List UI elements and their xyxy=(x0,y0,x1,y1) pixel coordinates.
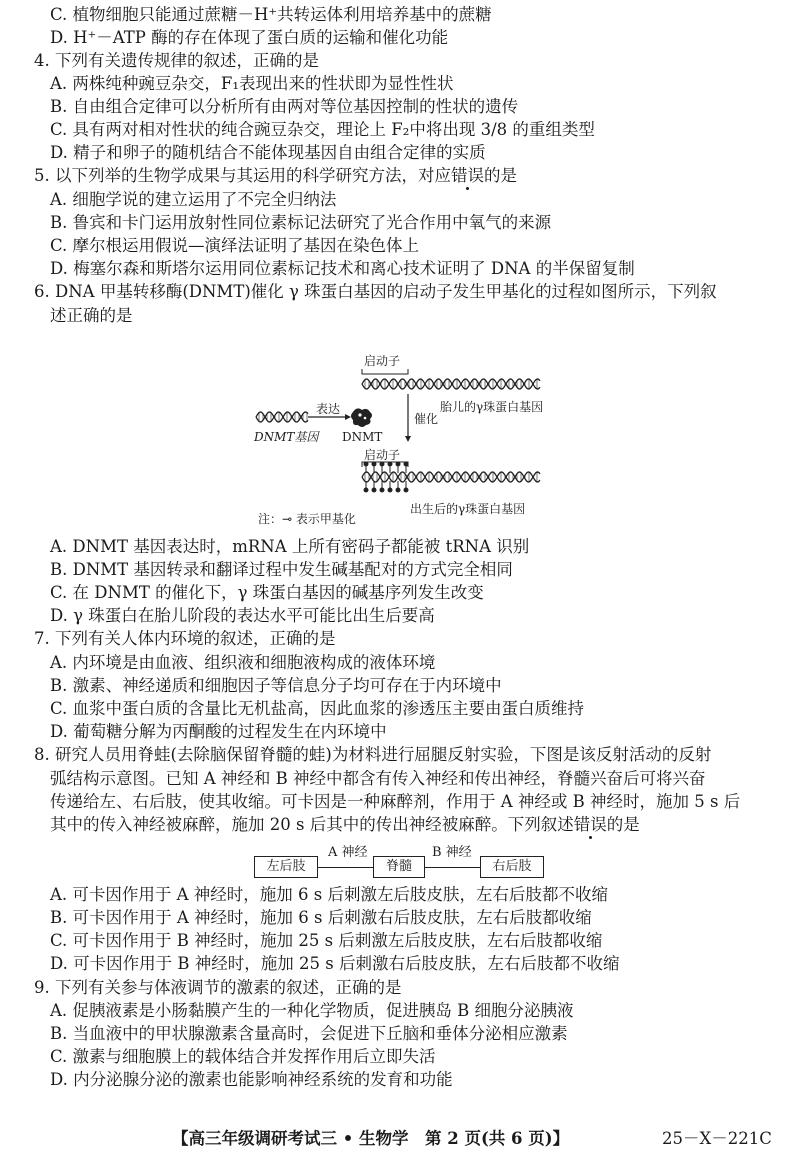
q3-option-c: C. 植物细胞只能通过蔗糖－H⁺共转运体利用培养基中的蔗糖 xyxy=(50,5,492,24)
reflex-arc-diagram xyxy=(250,846,550,880)
q9-option-d: D. 内分泌腺分泌的激素也能影响神经系统的发育和功能 xyxy=(50,1070,453,1089)
q5-option-d: D. 梅塞尔森和斯塔尔运用同位素标记技术和离心技术证明了 DNA 的半保留复制 xyxy=(50,259,635,278)
q8-stem-4 xyxy=(50,814,640,836)
q9-option-a: A. 促胰液素是小肠黏膜产生的一种化学物质，促进胰岛 B 细胞分泌胰液 xyxy=(50,1001,574,1020)
fetal-gene-label: 胎儿的γ珠蛋白基因 xyxy=(440,400,544,414)
page-footer: 【高三年级调研考试三 • 生物学 第 2 页(共 6 页)】 xyxy=(172,1129,570,1148)
dnmt-gene-helix xyxy=(256,412,308,422)
q8-option-a: A. 可卡因作用于 A 神经时，施加 6 s 后刺激左后肢皮肤，左右后肢都不收缩 xyxy=(50,885,609,904)
q4-option-d: D. 精子和卵子的随机结合不能体现基因自由组合定律的实质 xyxy=(50,143,486,162)
q6-option-c: C. 在 DNMT 的催化下，γ 珠蛋白基因的碱基序列发生改变 xyxy=(50,583,484,602)
nerve-a-label: A 神经 xyxy=(328,845,368,860)
nerve-b-label: B 神经 xyxy=(432,845,472,860)
q6-option-d: D. γ 珠蛋白在胎儿阶段的表达水平可能比出生后要高 xyxy=(50,606,435,625)
q4-option-c: C. 具有两对相对性状的纯合豌豆杂交，理论上 F₂中将出现 3/8 的重组类型 xyxy=(50,120,595,139)
q7-stem: 7. 下列有关人体内环境的叙述，正确的是 xyxy=(34,629,336,648)
q6-option-a: A. DNMT 基因表达时，mRNA 上所有密码子都能被 tRNA 识别 xyxy=(50,537,530,556)
spinal-cord-box: 脊髓 xyxy=(373,856,425,878)
right-hindlimb-box: 右后肢 xyxy=(480,856,544,878)
q8-option-b: B. 可卡因作用于 A 神经时，施加 6 s 后刺激右后肢皮肤，左右后肢都收缩 xyxy=(50,908,592,927)
q3-option-d: D. H⁺－ATP 酶的存在体现了蛋白质的运输和催化功能 xyxy=(50,28,449,47)
postnatal-gene-label: 出生后的γ珠蛋白基因 xyxy=(410,502,526,516)
q8-stem-4-end: 的是 xyxy=(606,815,640,834)
q7-option-b: B. 激素、神经递质和细胞因子等信息分子均可存在于内环境中 xyxy=(50,676,502,695)
q8-stem-3: 传递给左、右后肢，使其收缩。可卡因是一种麻醉剂，作用于 A 神经或 B 神经时，施加 5 s 后 xyxy=(50,792,741,811)
nerve-b-line xyxy=(424,867,480,868)
q8-stem-2: 弧结构示意图。已知 A 神经和 B 神经中都含有传入神经和传出神经，脊髓兴奋后可将兴奋 xyxy=(50,769,706,788)
postnatal-gene-helix xyxy=(362,472,540,482)
q8-stem-4-text: 其中的传入神经被麻醉，施加 20 s 后其中的传出神经被麻醉。下列叙述 xyxy=(50,815,574,834)
fetal-gene-helix xyxy=(362,379,540,389)
catalyze-label: 催化 xyxy=(414,412,439,426)
dnmt-label: DNMT xyxy=(342,430,383,444)
promoter-label-bottom: 启动子 xyxy=(364,448,401,462)
q5-stem-end: 的是 xyxy=(484,166,517,185)
exam-code: 25－X－221C xyxy=(662,1129,772,1148)
q5-option-c: C. 摩尔根运用假说—演绎法证明了基因在染色体上 xyxy=(50,236,420,255)
q4-option-b: B. 自由组合定律可以分析所有由两对等位基因控制的性状的遗传 xyxy=(50,97,519,116)
q7-option-c: C. 血浆中蛋白质的含量比无机盐高，因此血浆的渗透压主要由蛋白质维持 xyxy=(50,699,585,718)
q5-option-b: B. 鲁宾和卡门运用放射性同位素标记法研究了光合作用中氧气的来源 xyxy=(50,213,552,232)
left-hindlimb-box: 左后肢 xyxy=(254,856,318,878)
q8-emphasis: 错误 xyxy=(573,815,607,834)
nerve-a-line xyxy=(317,867,373,868)
q4-option-a: A. 两株纯种豌豆杂交，F₁表现出来的性状即为显性性状 xyxy=(50,74,454,93)
q5-emphasis: 错误 xyxy=(451,166,484,185)
q8-option-c: C. 可卡因作用于 B 神经时，施加 25 s 后刺激左后肢皮肤，左右后肢都收缩 xyxy=(50,931,603,950)
q9-option-c: C. 激素与细胞膜上的载体结合并发挥作用后立即失活 xyxy=(50,1047,436,1066)
q4-stem: 4. 下列有关遗传规律的叙述，正确的是 xyxy=(34,51,319,70)
q5-stem xyxy=(34,165,517,187)
methylation-diagram xyxy=(250,352,550,532)
q7-option-a: A. 内环境是由血液、组织液和细胞液构成的液体环境 xyxy=(50,653,436,672)
q5-stem-text: 5. 以下列举的生物学成果与其运用的科学研究方法，对应 xyxy=(34,166,451,185)
q9-option-b: B. 当血液中的甲状腺激素含量高时，会促进下丘脑和垂体分泌相应激素 xyxy=(50,1024,568,1043)
express-label: 表达 xyxy=(316,402,341,416)
q8-stem: 8. 研究人员用脊蛙(去除脑保留脊髓的蛙)为材料进行屈腿反射实验，下图是该反射活动的反射 xyxy=(34,745,712,764)
methylation-note: 注：⊸ 表示甲基化 xyxy=(258,512,356,526)
dnmt-gene-label: DNMT基因 xyxy=(254,430,319,444)
q5-option-a: A. 细胞学说的建立运用了不完全归纳法 xyxy=(50,190,337,209)
q8-option-d: D. 可卡因作用于 B 神经时，施加 25 s 后刺激右后肢皮肤，左右后肢都不收缩 xyxy=(50,954,620,973)
q7-option-d: D. 葡萄糖分解为丙酮酸的过程发生在内环境中 xyxy=(50,722,387,741)
q6-stem-cont: 述正确的是 xyxy=(50,306,133,325)
q6-stem: 6. DNA 甲基转移酶(DNMT)催化 γ 珠蛋白基因的启动子发生甲基化的过程如图所示，下列叙 xyxy=(34,282,717,301)
q6-option-b: B. DNMT 基因转录和翻译过程中发生碱基配对的方式完全相同 xyxy=(50,560,513,579)
promoter-label-top: 启动子 xyxy=(364,354,401,368)
q9-stem: 9. 下列有关参与体液调节的激素的叙述，正确的是 xyxy=(34,978,402,997)
